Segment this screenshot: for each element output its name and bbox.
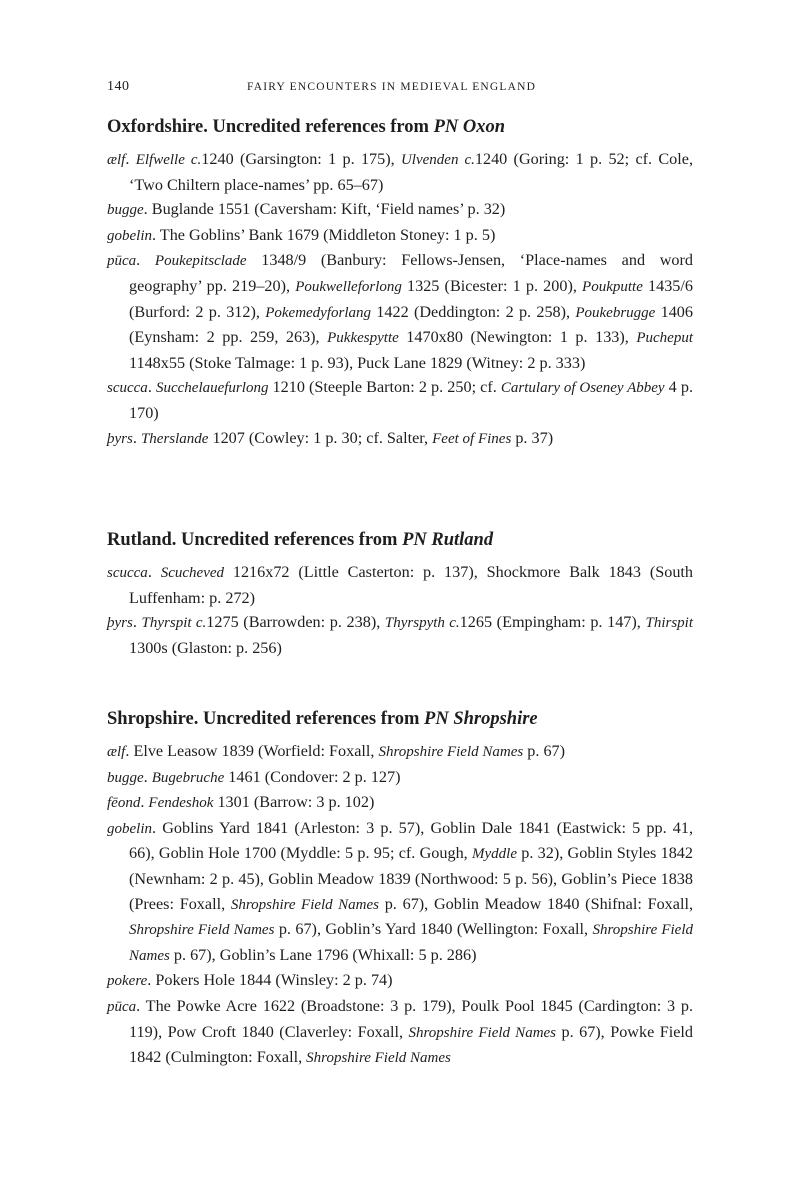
section-oxfordshire [107,114,693,451]
entry-text: p. 67), Goblin Meadow 1840 (Shifnal: Foxall, [378,894,693,913]
entry-headword: þyrs [107,615,133,632]
entry-italic-text: Poukputte [582,278,643,295]
entry-italic-text: Pukkespytte [327,330,399,347]
entry-italic-text: Cartulary of Oseney Abbey [500,380,665,397]
entry-italic-text: Feet of Fines [432,430,512,447]
entry-italic-text: Thyrspit c. [141,615,207,632]
entry-text: . The Powke Acre 1622 (Broadstone: 3 p. 179), Poulk Pool 1845 (Cardington: 3 p. 119), Pow Croft 1840 (Claverley: Foxall, [129,996,693,1041]
entry [107,994,693,1071]
entry-text: . [136,251,155,270]
entry-text: p. 67) [523,742,566,760]
entry-text: . Pokers Hole 1844 (Winsley: 2 p. 74) [147,971,393,990]
entry-italic-text: Shropshire Field Names [378,744,524,760]
entry-text: 1210 (Steeple Barton: 2 p. 250; cf. [268,378,501,397]
entry-text: . [132,428,141,447]
entry-text: 1435/6 (Burford: 2 p. 312), [129,276,693,321]
page-number: 140 [107,79,130,94]
entry [107,375,693,425]
entry [107,739,693,765]
entry-italic-text: Myddle [472,846,517,863]
entry-headword: bugge [107,202,144,219]
entry-text: 1148x55 (Stoke Talmage: 1 p. 93), Puck Lane 1829 (Witney: 2 p. 333) [129,353,586,372]
entry-text: 1207 (Cowley: 1 p. 30; cf. Salter, [208,428,433,447]
running-head-title: FAIRY ENCOUNTERS IN MEDIEVAL ENGLAND [247,81,537,93]
entry-italic-text: Shropshire Field Names [408,1024,557,1041]
entry [107,248,693,375]
entry-text: . The Goblins’ Bank 1679 (Middleton Stoney: 1 p. 5) [152,225,496,244]
entry-text: 1240 (Garsington: 1 p. 175), [201,150,401,168]
entry-italic-text: Scucheved [160,565,225,581]
section-rutland [107,527,693,660]
section-shropshire [107,706,693,1071]
entry-text: . [140,793,149,812]
entry-headword: pūca [107,998,137,1015]
entry-headword: scucca [107,565,148,581]
entry-italic-text: Bugebruche [151,769,225,786]
entry-text: 4 p. 170) [129,378,693,422]
section-heading-text: Oxfordshire. Uncredited references from [107,117,434,137]
entry-italic-text: Poukebrugge [575,304,656,321]
entry-italic-text: Poukwelleforlong [295,278,402,295]
entry-text: p. 67), Goblin’s Lane 1796 (Whixall: 5 p. 286) [169,945,477,964]
entry [107,560,693,610]
entry-italic-text: Ulvenden c. [400,152,475,168]
entry-text: p. 32), Goblin Styles 1842 (Newnham: 2 p. 45), Goblin Meadow 1839 (Northwood: 5 p. 56), Goblin’s Piece 1838 (Prees: Foxall, [129,844,693,913]
section-heading [107,706,693,732]
entry-list [107,147,693,451]
section-heading [107,527,693,553]
entry-headword: fēond [107,795,141,812]
entry-italic-text: Thyrspyth c. [384,615,460,632]
entry [107,147,693,197]
entry-headword: þyrs [107,430,133,447]
entry [107,968,693,994]
entry [107,223,693,249]
entry-italic-text: Thirspit [645,615,694,632]
entry-italic-text: Fendeshok [148,795,214,812]
entry-text: 1406 (Eynsham: 2 pp. 259, 263), [129,302,693,347]
entry-text: p. 67), Powke Field 1842 (Culmington: Foxall, [129,1022,693,1067]
entry-italic-text: Succhelauefurlong [155,380,269,397]
entry-italic-text: Pokemedyforlang [265,304,372,321]
section-heading-source: PN Rutland [402,530,494,550]
entry [107,610,693,660]
entry-text: . [147,563,161,581]
entry-headword: gobelin [107,227,152,244]
entry-text: 1275 (Barrowden: p. 238), [206,613,385,632]
entry [107,197,693,223]
entry [107,790,693,816]
section-heading-source: PN Shropshire [424,709,538,729]
section-heading-source: PN Oxon [433,117,506,137]
entry-text: 1470x80 (Newington: 1 p. 133), [398,328,637,347]
entry-list [107,560,693,660]
entry-italic-text: Therslande [140,430,209,447]
entry-text: 1301 (Barrow: 3 p. 102) [213,793,375,812]
entry-text: . Elve Leasow 1839 (Worfield: Foxall, [125,742,379,760]
entry-italic-text: Elfwelle c. [135,152,202,168]
entry-headword: scucca [107,380,148,397]
entry-text: p. 67), Goblin’s Yard 1840 (Wellington: Foxall, [274,920,593,939]
entry-text: 1240 (Goring: 1 p. 52; cf. Cole, ‘Two Chiltern place-names’ pp. 65–67) [129,150,694,194]
entry-text: . [132,613,142,632]
entry-text: 1265 (Empingham: p. 147), [459,613,646,632]
entry-text: 1216x72 (Little Casterton: p. 137), Shockmore Balk 1843 (South Luffenham: p. 272) [129,563,694,607]
entry-italic-text: Shropshire Field Names [306,1050,451,1067]
section-heading-text: Rutland. Uncredited references from [107,530,403,550]
entry-text: 1422 (Deddington: 2 p. 258), [371,302,576,321]
section-heading [107,114,693,140]
entry-text: 1461 (Condover: 2 p. 127) [224,767,401,786]
entry-text: p. 37) [511,428,554,447]
entry-text: 1300s (Glaston: p. 256) [129,638,282,657]
entry-headword: gobelin [107,820,152,837]
entry-text: . [147,378,156,397]
entry-headword: ælf [107,152,126,168]
entry-italic-text: Poukepitsclade [154,253,247,270]
entry-text: 1348/9 (Banbury: Fellows-Jensen, ‘Place-names and word geography’ pp. 219–20), [129,251,694,295]
entry-text: . [125,150,136,168]
entry-headword: bugge [107,769,144,786]
entry-headword: ælf [107,744,126,760]
entry [107,816,693,969]
entry-headword: pūca [107,253,137,270]
entry-text: . Buglande 1551 (Caversham: Kift, ‘Field names’ p. 32) [143,200,506,219]
entry-italic-text: Shropshire Field Names [129,922,275,939]
entry-headword: pokere [107,973,148,990]
entry-text: 1325 (Bicester: 1 p. 200), [401,276,583,295]
running-head [107,77,693,97]
entry-text: . [143,767,152,786]
entry [107,765,693,791]
entry-italic-text: Pucheput [636,330,693,347]
section-heading-text: Shropshire. Uncredited references from [107,709,425,729]
entry-italic-text: Shropshire Field Names [129,922,693,964]
entry-text: . Goblins Yard 1841 (Arleston: 3 p. 57), Goblin Dale 1841 (Eastwick: 5 pp. 41, 66), Goblin Hole 1700 (Myddle: 5 p. 95; cf. Gough, [129,818,693,863]
entry [107,426,693,452]
entry-list [107,739,693,1071]
entry-italic-text: Shropshire Field Names [230,896,379,913]
